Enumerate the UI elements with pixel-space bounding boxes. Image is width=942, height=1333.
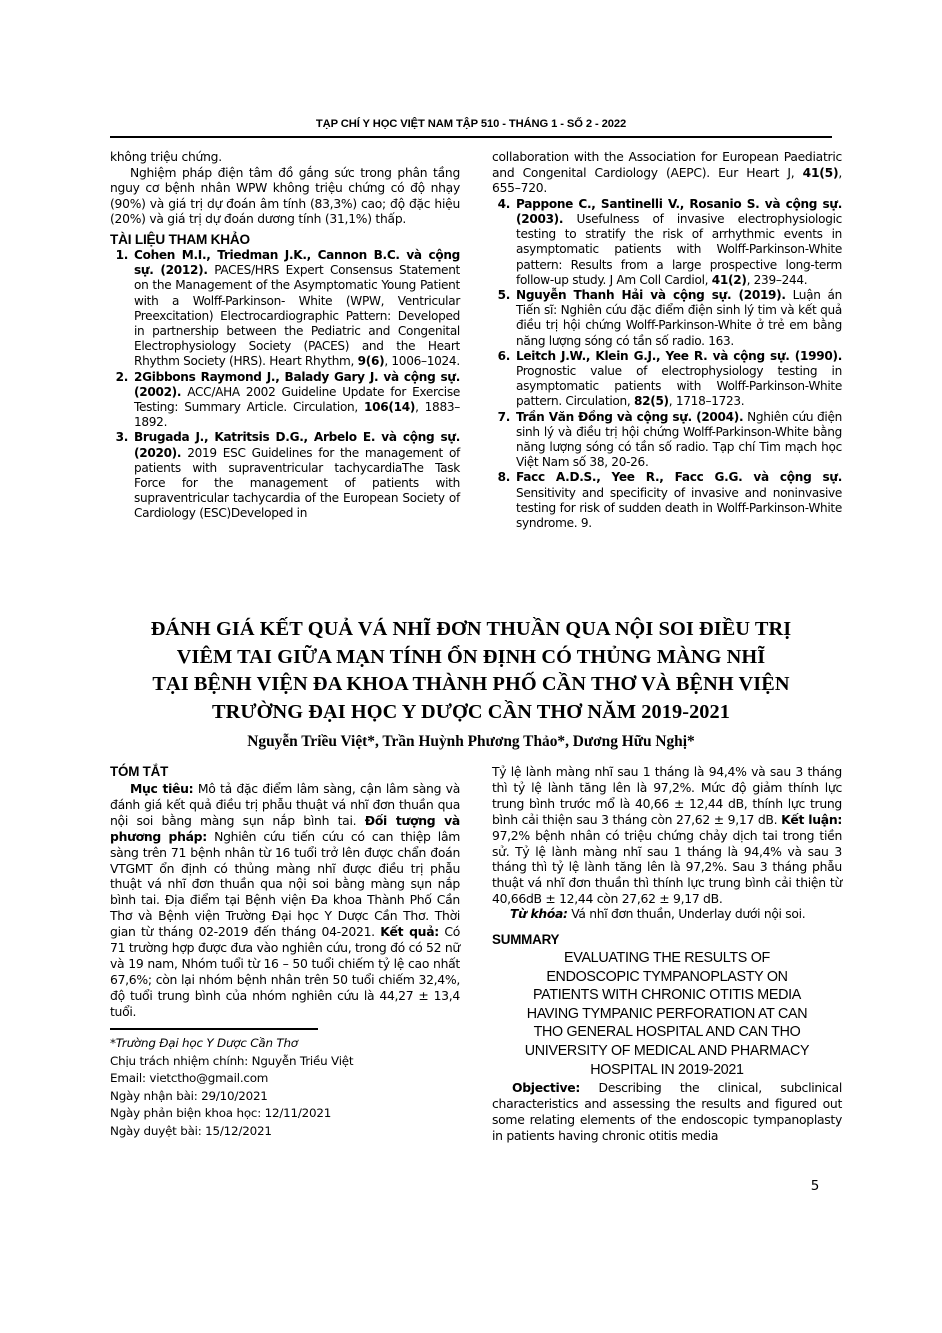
article-title-line: ĐÁNH GIÁ KẾT QUẢ VÁ NHĨ ĐƠN THUẦN QUA NỘI SOI ĐIỀU TRỊ	[150, 618, 792, 640]
reference-item	[132, 248, 460, 370]
running-head: TẠP CHÍ Y HỌC VIỆT NAM TẬP 510 - THÁNG 1 - SỐ 2 - 2022	[315, 118, 627, 130]
continued-paragraph-2: Nghiệm pháp điện tâm đồ gắng sức trong phân tầng nguy cơ bệnh nhân WPW không triệu chứng có độ nhạy (90%) và giá trị dự đoán âm tính (83,3%) cao; độ đặc hiệu (20%) và giá trị dự đoán dương tính (31,1%) thấp.	[110, 165, 460, 227]
abstract-en-title-line: THO GENERAL HOSPITAL AND CAN THO	[533, 1024, 801, 1041]
reference-list-right	[492, 197, 842, 531]
reference-pages: , 239–244.	[746, 272, 808, 287]
footnote-accepted-date: Ngày duyệt bài: 15/12/2021	[110, 1123, 272, 1138]
reference-item	[132, 430, 460, 521]
reference-volume: 106(14)	[364, 400, 416, 414]
abstract-en-title	[492, 949, 842, 1079]
reference-volume: 41(2)	[711, 272, 747, 287]
reference-continuation-volume: 41(5)	[802, 165, 839, 180]
footnote-responsible-author: Chịu trách nhiệm chính: Nguyễn Triều Việt	[110, 1053, 354, 1068]
reference-authors: Facc A.D.S., Yee R., Facc G.G. và cộng sự.	[516, 470, 842, 485]
reference-authors: 2Gibbons Raymond J., Balady Gary J. và cộng sự. (2002).	[134, 369, 460, 399]
references-left-column	[110, 150, 460, 522]
header-rule	[110, 136, 832, 138]
abstract-conclusion-label: Kết luận:	[781, 811, 843, 827]
reference-item	[514, 410, 842, 471]
abstract-vi-body	[110, 781, 460, 1020]
reference-authors: Pappone C., Santinelli V., Rosanio S. và cộng sự. (2003).	[516, 196, 842, 226]
reference-item	[132, 370, 460, 431]
abstract-right-column	[492, 764, 842, 1144]
reference-continuation-text: collaboration with the Association for European Paediatric and Congenital Cardiology (AEPC). Eur Heart J,	[492, 150, 842, 180]
footnote-rule	[110, 1028, 318, 1030]
article-title-line: VIÊM TAI GIỮA MẠN TÍNH ỔN ĐỊNH CÓ THỦNG MÀNG NHĨ	[176, 645, 766, 668]
reference-body: 2019 ESC Guidelines for the management of patients with supraventricular tachycardiaThe Task Force for the management of patients with supraventricular tachycardia of the European Society of Cardiology (ESC)Developed in	[134, 445, 460, 521]
reference-pages: , 1718–1723.	[668, 394, 745, 409]
reference-item	[514, 470, 842, 531]
abstract-methods-text: Nghiên cứu tiến cứu có can thiệp lâm sàng trên 71 bệnh nhân từ 16 tuổi trở lên được chẩn đoán VTGMT ổn định có thủng màng nhĩ được điều trị phẫu thuật vá nhĩ đơn thuần qua nội soi bằng màng sụn nắp bình tai. Địa điểm tại Bệnh viện Đa khoa Thành Phố Cần Thơ và Bệnh viện Trường Đại học Y Dược Cần Thơ. Thời gian từ tháng 02-2019 đến tháng 04-2021.	[110, 828, 461, 940]
page-number: 5	[810, 1178, 820, 1194]
reference-authors: Cohen M.I., Triedman J.K., Cannon B.C. và cộng sự. (2012).	[134, 247, 460, 278]
reference-item	[514, 197, 842, 288]
abstract-en-body	[492, 1080, 842, 1144]
reference-pages: , 1883–1892.	[134, 400, 460, 430]
reference-authors: Brugada J., Katritsis D.G., Arbelo E. và cộng sự. (2020).	[134, 430, 460, 460]
references-right-column	[492, 150, 842, 531]
references-columns	[110, 150, 842, 580]
abstract-en-title-line: HAVING TYMPANIC PERFORATION AT CAN	[526, 1005, 808, 1022]
abstract-methods-label: Đối tượng và phương pháp:	[110, 812, 460, 844]
abstract-conclusion-text: 97,2% bệnh nhân có triệu chứng chảy dịch tai trong tiền sử. Tỷ lệ lành màng nhĩ sau 1 tháng là 94,4% và sau 3 tháng thì tỷ lệ lành tăng lên là 97,2%. Sau 3 tháng phẫu thuật vá nhĩ đơn thuần thì thính lực trung bình cải thiện từ 40,66dB ± 12,44 còn 27,62 ± 9,17 dB.	[492, 827, 842, 907]
abstract-en-title-line: HOSPITAL IN 2019-2021	[590, 1061, 744, 1078]
reference-list-left	[110, 248, 460, 522]
abstract-results-label: Kết quả:	[380, 924, 439, 940]
reference-authors: Nguyễn Thanh Hải và cộng sự. (2019).	[516, 288, 786, 302]
continued-paragraph-1: không triệu chứng.	[110, 150, 222, 164]
reference-item	[514, 349, 842, 410]
article-title-line: TRƯỜNG ĐẠI HỌC Y DƯỢC CẦN THƠ NĂM 2019-2021	[211, 700, 731, 723]
reference-continuation	[492, 150, 842, 197]
footnote-received-date: Ngày nhận bài: 29/10/2021	[110, 1088, 268, 1103]
reference-body: PACES/HRS Expert Consensus Statement on the Management of the Asymptomatic Young Patient with a Wolff-Parkinson- White (WPW, Ventricular Preexcitation) Electrocardiographic Pattern: Developed in partnership between the Pediatric and Congenital Electrophysiology Society (PACES) and the Heart Rhythm Society (HRS). Heart Rhythm,	[134, 263, 460, 369]
reference-pages: , 1006–1024.	[384, 354, 460, 369]
abstract-en-title-line: EVALUATING THE RESULTS OF	[564, 949, 770, 966]
abstract-en-objective-label: Objective:	[512, 1080, 581, 1096]
article-authors: Nguyễn Triều Việt*, Trần Huỳnh Phương Thảo*, Dương Hữu Nghị*	[247, 733, 695, 750]
abstract-left-column	[110, 764, 460, 1020]
summary-heading: SUMMARY	[492, 931, 560, 947]
article-title-line: TẠI BỆNH VIỆN ĐA KHOA THÀNH PHỐ CẦN THƠ VÀ BỆNH VIỆN	[152, 673, 790, 695]
reference-volume: 82(5)	[633, 394, 669, 409]
footnote-block	[110, 1035, 460, 1141]
reference-body: Luận án Tiến sĩ: Nghiên cứu đặc điểm điện sinh lý tim và kết quả điều trị hội chứng Wolff-Parkinson-White ở trẻ em bằng năng lượng sóng có tần số radio. 163.	[516, 288, 842, 348]
reference-continuation-pages: , 655–720.	[492, 165, 842, 196]
abstract-en-title-line: ENDOSCOPIC TYMPANOPLASTY ON	[546, 968, 788, 985]
abstract-en-title-line: PATIENTS WITH CHRONIC OTITIS MEDIA	[532, 987, 802, 1004]
reference-authors: Trần Văn Đồng và cộng sự. (2004).	[516, 409, 744, 424]
footnote-affiliation: *Trường Đại học Y Dược Cần Thơ	[110, 1036, 298, 1050]
abstract-en-title-line: UNIVERSITY OF MEDICAL AND PHARMACY	[524, 1042, 810, 1059]
reference-item	[514, 288, 842, 349]
reference-body: Usefulness of invasive electrophysiologic testing to stratify the risk of arrhythmic events in asymptomatic patients with Wolff-Parkinson-White pattern: Results from a large prospective long-term follow-up study. J Am Coll Cardiol,	[516, 211, 842, 287]
footnote-email: Email: vietctho@gmail.com	[110, 1071, 269, 1086]
reference-volume: 9(6)	[357, 354, 385, 369]
keywords-vi	[492, 907, 842, 923]
reference-body: Sensitivity and specificity of invasive and noninvasive testing for risk of sudden death in Wolff-Parkinson-White syndrome. 9.	[516, 485, 842, 531]
abstract-objective-text: Mô tả đặc điểm lâm sàng, cận lâm sàng và đánh giá kết quả điều trị phẫu thuật vá nhĩ đơn thuần qua nội soi bằng màng sụn nắp bình tai.	[110, 781, 460, 828]
article-title	[110, 616, 832, 726]
abstract-objective-label: Mục tiêu:	[130, 781, 194, 796]
references-heading: TÀI LIỆU THAM KHẢO	[110, 231, 250, 247]
reference-body: Prognostic value of electrophysiology testing in asymptomatic patients with Wolff-Parkinson-White pattern. Circulation,	[516, 364, 842, 409]
reference-authors: Leitch J.W., Klein G.J., Yee R. và cộng sự. (1990).	[516, 348, 842, 363]
keywords-label: Từ khóa:	[510, 907, 568, 922]
abstract-continuation-text: Tỷ lệ lành màng nhĩ sau 1 tháng là 94,4% và sau 3 tháng thì tỷ lệ lành tăng lên là 97,2%. Mức độ giảm thính lực trung bình trước mổ là 40,66 ± 12,44 dB, thính lực trung bình cải thiện sau 3 tháng còn 27,62 ± 9,17 dB.	[492, 764, 842, 827]
abstract-en-objective-text: Describing the clinical, subclinical characteristics and assessing the results and figured out some relating elements of the endoscopic tympanoplasty in patients having chronic otitis media	[492, 1080, 842, 1143]
abstract-vi-continuation	[492, 764, 842, 907]
abstract-results-text: Có 71 trường hợp được đưa vào nghiên cứu, trong đó có 52 nữ và 19 nam, Nhóm tuổi từ 16 – 50 tuổi chiếm tỷ lệ cao nhất 67,6%; còn lại nhóm bệnh nhân trên 50 tuổi chiếm 32,4%, độ tuổi trung bình của nhóm nghiên cứu là 44,27 ± 13,4 tuổi.	[110, 924, 460, 1019]
keywords-text: Vá nhĩ đơn thuần, Underlay dưới nội soi.	[567, 907, 806, 922]
reference-body: Nghiên cứu điện sinh lý và điều trị hội chứng Wolff-Parkinson-White bằng năng lượng sóng có tần số radio. Tạp chí Tim mạch học Việt Nam số 38, 20-26.	[516, 409, 842, 470]
reference-body: ACC/AHA 2002 Guideline Update for Exercise Testing: Summary Article. Circulation,	[134, 384, 460, 414]
footnote-review-date: Ngày phản biện khoa học: 12/11/2021	[110, 1106, 332, 1121]
abstract-vi-heading: TÓM TẮT	[110, 764, 169, 779]
